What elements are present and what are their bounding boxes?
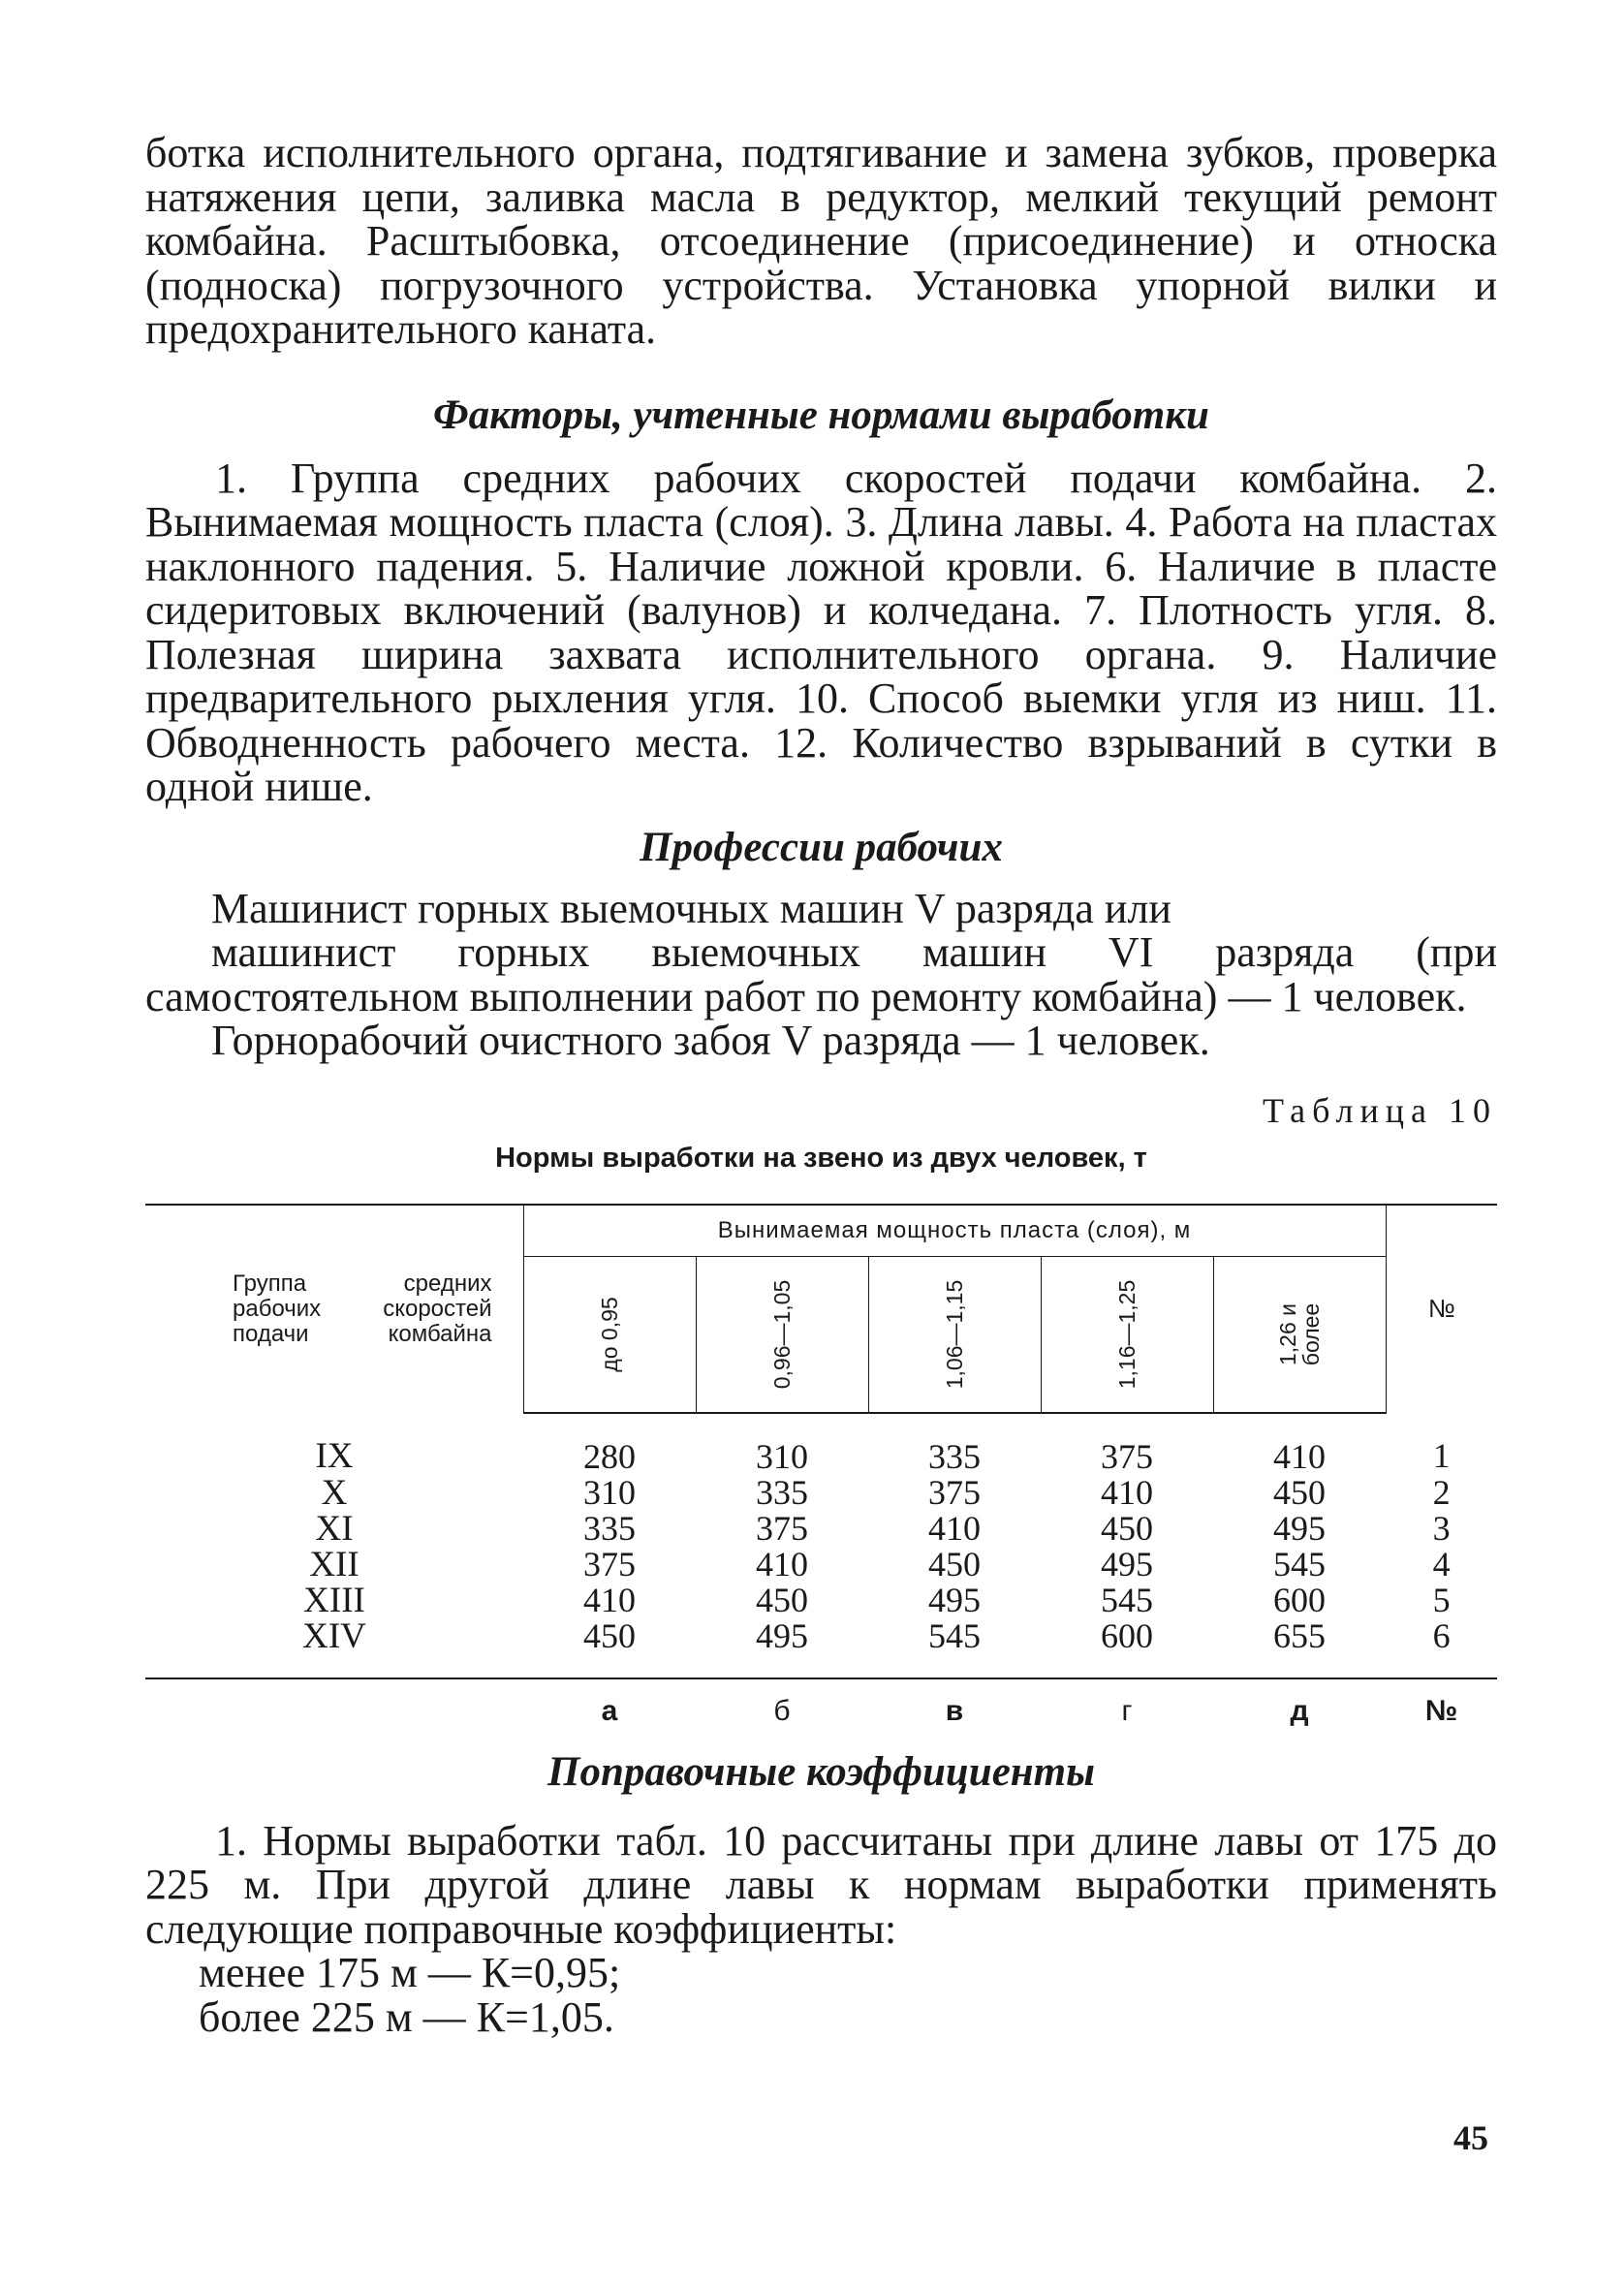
row-number: 1: [1432, 1436, 1451, 1475]
intro-paragraph: ботка исполнительного органа, подтягивание и замена зубков, проверка натяжения цепи, заливка масла в редуктор, мелкий текущий ремонт комбайна. Расштыбовка, отсоединение (присоединение) и относка (подноска) погрузочного устройства. Установка упорной вилки и предохранительного каната.: [145, 129, 1497, 353]
table-title: Нормы выработки на звено из двух человек, т: [495, 1142, 1147, 1174]
professions-heading: Профессии рабочих: [640, 824, 1003, 870]
row-number: 3: [1432, 1508, 1451, 1548]
corrections-paragraph: 1. Нормы выработки табл. 10 рассчитаны при длине лавы от 175 до 225 м. При другой длине лавы к нормам выработки применять следующие поправочные коэффициенты:: [145, 1816, 1497, 1953]
correction-line-1: менее 175 м — К=0,95;: [199, 1949, 621, 1996]
cell-value: 450: [523, 1618, 696, 1678]
row-number: 6: [1386, 1618, 1497, 1678]
column-header-label: 1,06—1,15: [942, 1279, 967, 1389]
cell-value: 410: [1101, 1472, 1153, 1512]
cell-value: 310: [583, 1472, 636, 1512]
column-header: [523, 1256, 696, 1413]
correction-line-2: более 225 м — К=1,05.: [199, 1992, 614, 2041]
footer-spacer: [145, 1678, 523, 1728]
table-row: [145, 1583, 1497, 1618]
column-header: [868, 1256, 1041, 1413]
cell-value: 410: [1273, 1436, 1327, 1476]
profession-line-2: машинист горных выемочных машин VI разряда (при самостоятельном выполнении работ по ремонту комбайна) — 1 человек.: [145, 928, 1497, 1020]
row-group: XI: [315, 1508, 354, 1549]
cell-value: 545: [1101, 1580, 1153, 1619]
row-number: 4: [1432, 1544, 1451, 1583]
profession-line-3: Горнорабочий очистного забоя V разряда — 1 человек.: [211, 1017, 1210, 1064]
footer-no: №: [1424, 1694, 1458, 1727]
table-row: [145, 1511, 1497, 1547]
thickness-header: Вынимаемая мощность пласта (слоя), м: [523, 1205, 1386, 1257]
row-group: IX: [315, 1436, 354, 1476]
row-number: 2: [1432, 1472, 1451, 1512]
cell-value: 450: [1273, 1472, 1327, 1512]
group-header: Группа средних рабочих скоростей подачи комбайна: [145, 1205, 523, 1413]
cell-value: 495: [928, 1580, 981, 1619]
cell-value: 450: [756, 1580, 808, 1619]
footer-letter: б: [773, 1694, 791, 1727]
page-content: [145, 131, 1497, 2039]
row-number: 5: [1432, 1580, 1451, 1619]
cell-value: 335: [583, 1508, 636, 1548]
cell-value: 600: [1041, 1618, 1213, 1678]
profession-line-1: Машинист горных выемочных машин V разряда или: [211, 884, 1171, 932]
no-header: №: [1386, 1205, 1497, 1413]
row-group: XIII: [303, 1580, 365, 1620]
footer-letter: а: [601, 1694, 618, 1727]
table-row: [145, 1618, 1497, 1678]
cell-value: 375: [583, 1544, 636, 1583]
page-number: 45: [1453, 2118, 1488, 2157]
table-row: [145, 1475, 1497, 1511]
column-header-label: 1,16—1,25: [1114, 1279, 1140, 1389]
cell-value: 375: [1101, 1436, 1153, 1476]
cell-value: 600: [1273, 1580, 1327, 1619]
cell-value: 655: [1213, 1618, 1386, 1678]
column-header-label: 1,26 и более: [1275, 1302, 1325, 1365]
column-header-label: 0,96—1,05: [769, 1279, 795, 1389]
factors-heading: Факторы, учтенные нормами выработки: [433, 392, 1209, 438]
cell-value: 335: [756, 1472, 808, 1512]
cell-value: 335: [928, 1436, 981, 1476]
row-group: XII: [309, 1544, 359, 1584]
cell-value: 495: [1101, 1544, 1153, 1583]
cell-value: 410: [756, 1544, 808, 1583]
cell-value: 450: [928, 1544, 981, 1583]
corrections-heading: Поправочные коэффициенты: [547, 1748, 1095, 1795]
cell-value: 450: [1101, 1508, 1153, 1548]
cell-value: 375: [928, 1472, 981, 1512]
norms-table: [145, 1204, 1497, 1728]
cell-value: 495: [1273, 1508, 1327, 1548]
cell-value: 410: [583, 1580, 636, 1619]
cell-value: 280: [583, 1436, 636, 1476]
table-label: Таблица 10: [1263, 1090, 1497, 1130]
cell-value: 495: [696, 1618, 868, 1678]
cell-value: 545: [868, 1618, 1041, 1678]
cell-value: 410: [928, 1508, 981, 1548]
cell-value: 310: [756, 1436, 808, 1476]
column-header-label: до 0,95: [597, 1296, 622, 1372]
footer-letter: г: [1121, 1694, 1133, 1727]
column-header: [696, 1256, 868, 1413]
table-row: [145, 1413, 1497, 1475]
column-header: [1213, 1256, 1386, 1413]
footer-letter: в: [945, 1694, 964, 1727]
cell-value: 545: [1273, 1544, 1327, 1583]
column-header: [1041, 1256, 1213, 1413]
factors-paragraph: 1. Группа средних рабочих скоростей подачи комбайна. 2. Вынимаемая мощность пласта (слоя). 3. Длина лавы. 4. Работа на пластах наклонного падения. 5. Наличие ложной кровли. 6. Наличие в пласте сидеритовых включений (валунов) и колчедана. 7. Плотность угля. 8. Полезная ширина захвата исполнительного органа. 9. Наличие предварительного рыхления угля. 10. Способ выемки угля из ниш. 11. Обводненность рабочего места. 12. Количество взрываний в сутки в одной нише.: [145, 454, 1497, 810]
table-footer-row: [145, 1678, 1497, 1728]
cell-value: 375: [756, 1508, 808, 1548]
row-group: X: [321, 1472, 348, 1513]
footer-letter: д: [1290, 1694, 1309, 1727]
table-row: [145, 1547, 1497, 1583]
row-group: XIV: [145, 1618, 523, 1678]
